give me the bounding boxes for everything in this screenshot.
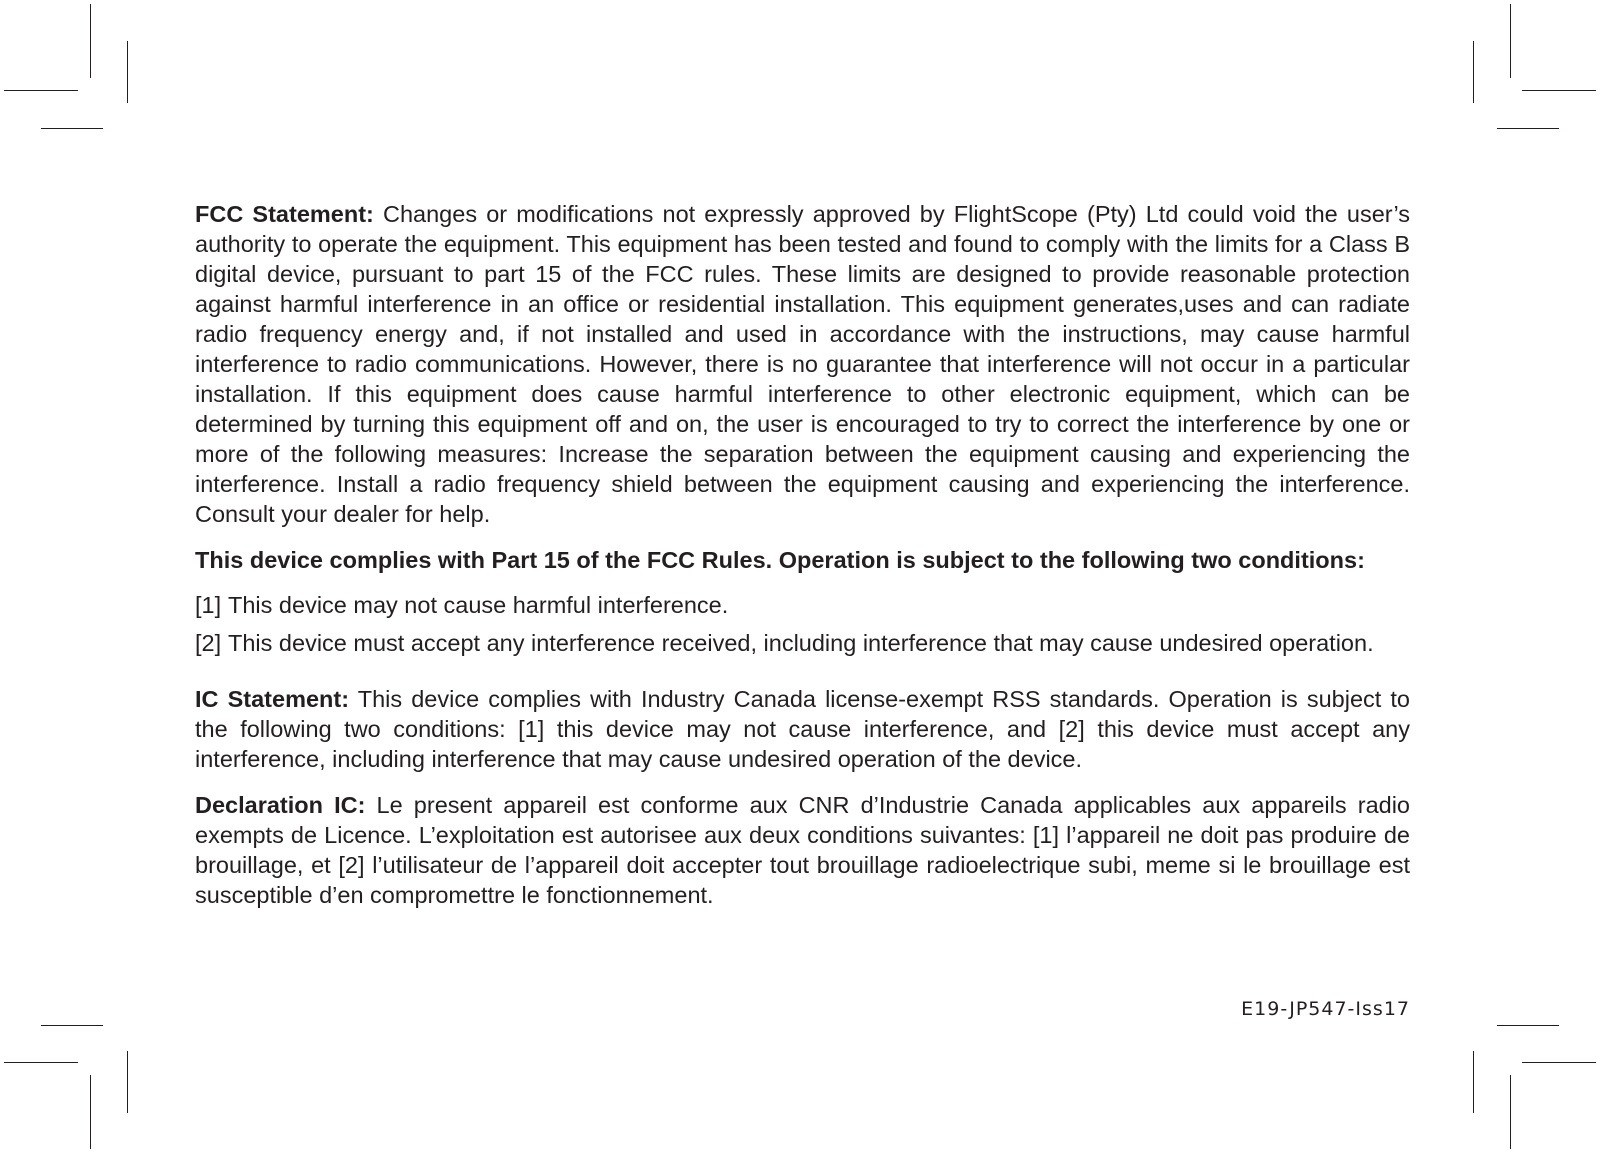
ic-statement-text: This device complies with Industry Canada license-exempt RSS standards. Operation is subject to the following two conditions: [1] this device may not cause interference, and [2] this device must accept any interference, including interference that may cause undesired operation of the device. (195, 686, 1411, 772)
crop-mark (41, 1025, 103, 1026)
crop-mark (41, 128, 103, 129)
condition-item (195, 628, 1410, 658)
crop-mark (4, 90, 78, 91)
crop-mark (1473, 41, 1474, 103)
ic-statement (195, 684, 1410, 774)
declaration-ic (195, 790, 1410, 910)
compliance-heading: This device complies with Part 15 of the FCC Rules. Operation is subject to the following two conditions: (195, 547, 1365, 573)
fcc-statement (195, 199, 1410, 529)
regulatory-text (195, 199, 1410, 910)
fcc-statement-text: Changes or modifications not expressly approved by FlightScope (Pty) Ltd could void the user’s authority to operate the equipment. This equipment has been tested and found to comply with the limits for a Class B digital device, pursuant to part 15 of the FCC rules. These limits are designed to provide reasonable protection against harmful interference in an office or residential installation. This equipment generates,uses and can radiate radio frequency energy and, if not installed and used in accordance with the instructions, may cause harmful interference to radio communications. However, there is no guarantee that interference will not occur in a particular installation. If this equipment does cause harmful interference to other electronic equipment, which can be determined by turning this equipment off and on, the user is encouraged to try to correct the interference by one or more of the following measures: Increase the separation between the equipment causing and experiencing the interference. Install a radio frequency shield between the equipment causing and experiencing the interference. Consult your dealer for help. (195, 201, 1411, 527)
ic-statement-label: IC Statement: (195, 686, 350, 712)
crop-mark (1497, 128, 1559, 129)
crop-mark (1497, 1025, 1559, 1026)
crop-mark (1522, 90, 1596, 91)
condition-number: [2] (195, 630, 222, 656)
crop-mark (1510, 1075, 1511, 1149)
crop-mark (1510, 4, 1511, 78)
crop-mark (127, 41, 128, 103)
declaration-ic-text: Le present appareil est conforme aux CNR d’Industrie Canada applicables aux appareils radio exempts de Licence. L’exploitation est autorisee aux deux conditions suivantes: [1] l’appareil ne doit pas produire de brouillage, et [2] l’utilisateur de l’appareil doit accepter tout brouillage radioelectrique subi, meme si le brouillage est susceptible d’en compromettre le fonctionnement. (195, 792, 1410, 908)
crop-mark (1473, 1051, 1474, 1113)
crop-mark (90, 4, 91, 78)
crop-mark (127, 1051, 128, 1113)
declaration-ic-label: Declaration IC: (195, 792, 366, 818)
crop-mark (1522, 1062, 1596, 1063)
condition-item (195, 590, 1410, 620)
crop-mark (4, 1062, 78, 1063)
condition-text: This device must accept any interference received, including interference that may cause undesired operation. (228, 630, 1374, 656)
condition-number: [1] (195, 592, 222, 618)
crop-mark (90, 1075, 91, 1149)
fcc-statement-label: FCC Statement: (195, 201, 374, 227)
condition-text: This device may not cause harmful interference. (228, 592, 729, 618)
document-code: E19-JP547-Iss17 (1241, 998, 1410, 1020)
